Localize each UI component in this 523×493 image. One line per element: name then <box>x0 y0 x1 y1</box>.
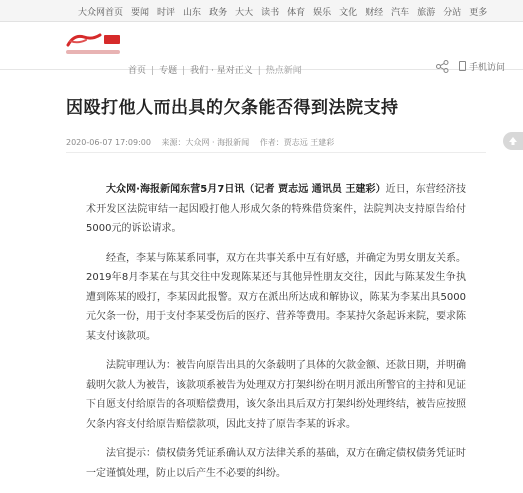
breadcrumb-home[interactable]: 首页 <box>128 66 147 76</box>
top-nav-item[interactable]: 更多 <box>469 8 488 18</box>
mobile-access-link[interactable] <box>459 60 505 73</box>
breadcrumb-current: 热点新闻 <box>265 66 302 76</box>
back-to-top-button[interactable] <box>503 132 523 150</box>
article-lead-bold: 大众网·海报新闻东营5月7日讯（记者 贾志远 通讯员 王建彩） <box>106 184 386 195</box>
phone-icon <box>459 61 466 71</box>
arrow-up-icon <box>508 136 518 146</box>
top-nav-item[interactable]: 要闻 <box>131 8 150 18</box>
article-source: 来源：大众网 · 海报新闻 <box>161 138 250 147</box>
article-meta <box>66 137 342 148</box>
site-header <box>0 22 523 76</box>
article-datetime: 2020-06-07 17:09:00 <box>66 138 151 147</box>
top-nav-item[interactable]: 政务 <box>209 8 228 18</box>
top-nav <box>0 0 523 22</box>
breadcrumb-topic[interactable]: 专题 <box>159 66 178 76</box>
top-nav-items <box>78 5 495 18</box>
logo-underline <box>66 50 120 54</box>
top-nav-item[interactable]: 文化 <box>339 8 358 18</box>
article-body <box>86 180 466 493</box>
share-icon[interactable] <box>436 60 449 73</box>
top-nav-item[interactable]: 时评 <box>157 8 176 18</box>
top-nav-item[interactable]: 财经 <box>365 8 384 18</box>
breadcrumb-series[interactable]: 我们 · 星对正义 <box>190 66 253 76</box>
breadcrumb: 首页 | 专题 | 我们 · 星对正义 | 热点新闻 <box>128 66 302 76</box>
logo-badge <box>104 35 120 44</box>
top-nav-item[interactable]: 大众网首页 <box>78 8 124 18</box>
top-nav-item[interactable]: 大大 <box>235 8 254 18</box>
top-nav-item[interactable]: 山东 <box>183 8 202 18</box>
article-authors: 作者：贾志远 王建彩 <box>259 138 335 147</box>
top-nav-item[interactable]: 读书 <box>261 8 280 18</box>
site-logo[interactable] <box>66 32 120 60</box>
article-lead-rest: 近日，东营经济技术开发区法院审结一起因殴打他人形成欠条的特殊借贷案件，法院判决支持原告给付5000元的诉讼请求。 <box>86 184 466 234</box>
top-nav-item[interactable]: 分站 <box>443 8 462 18</box>
top-nav-item[interactable]: 娱乐 <box>313 8 332 18</box>
meta-divider <box>66 152 486 153</box>
mobile-access-label: 手机访问 <box>469 63 506 73</box>
article-lead <box>86 180 466 239</box>
article-paragraph: 法院审理认为：被告向原告出具的欠条载明了具体的欠款金额、还款日期，并明确载明欠款人为被告，该款项系被告为处理双方打架纠纷在明月派出所警官的主持和见证下自愿支付给原告的各项赔偿费用，该欠条出具后双方打架纠纷处理终结，被告应按照欠条内容支付给原告赔偿款项，因此支持了原告李某的诉求。 <box>86 360 466 430</box>
article-title: 因殴打他人而出具的欠条能否得到法院支持 <box>66 98 399 118</box>
article-paragraph: 法官提示：债权债务凭证系确认双方法律关系的基础，双方在确定债权债务凭证时一定谨慎处理，防止以后产生不必要的纠纷。 <box>86 448 466 479</box>
article-paragraph: 经查，李某与陈某系同事，双方在共事关系中互有好感，并确定为男女朋友关系。2019年8月李某在与其交往中发现陈某还与其他异性朋友交往，因此与陈某发生争执遭到陈某的殴打，李某因此报警。双方在派出所达成和解协议，陈某为李某出具5000元欠条一份，用于支付李某受伤后的医疗、营养等费用。李某持欠条起诉来院，要求陈某支付该款项。 <box>86 252 466 342</box>
top-nav-item[interactable]: 体育 <box>287 8 306 18</box>
top-nav-item[interactable]: 旅游 <box>417 8 436 18</box>
top-nav-item[interactable]: 汽车 <box>391 8 410 18</box>
